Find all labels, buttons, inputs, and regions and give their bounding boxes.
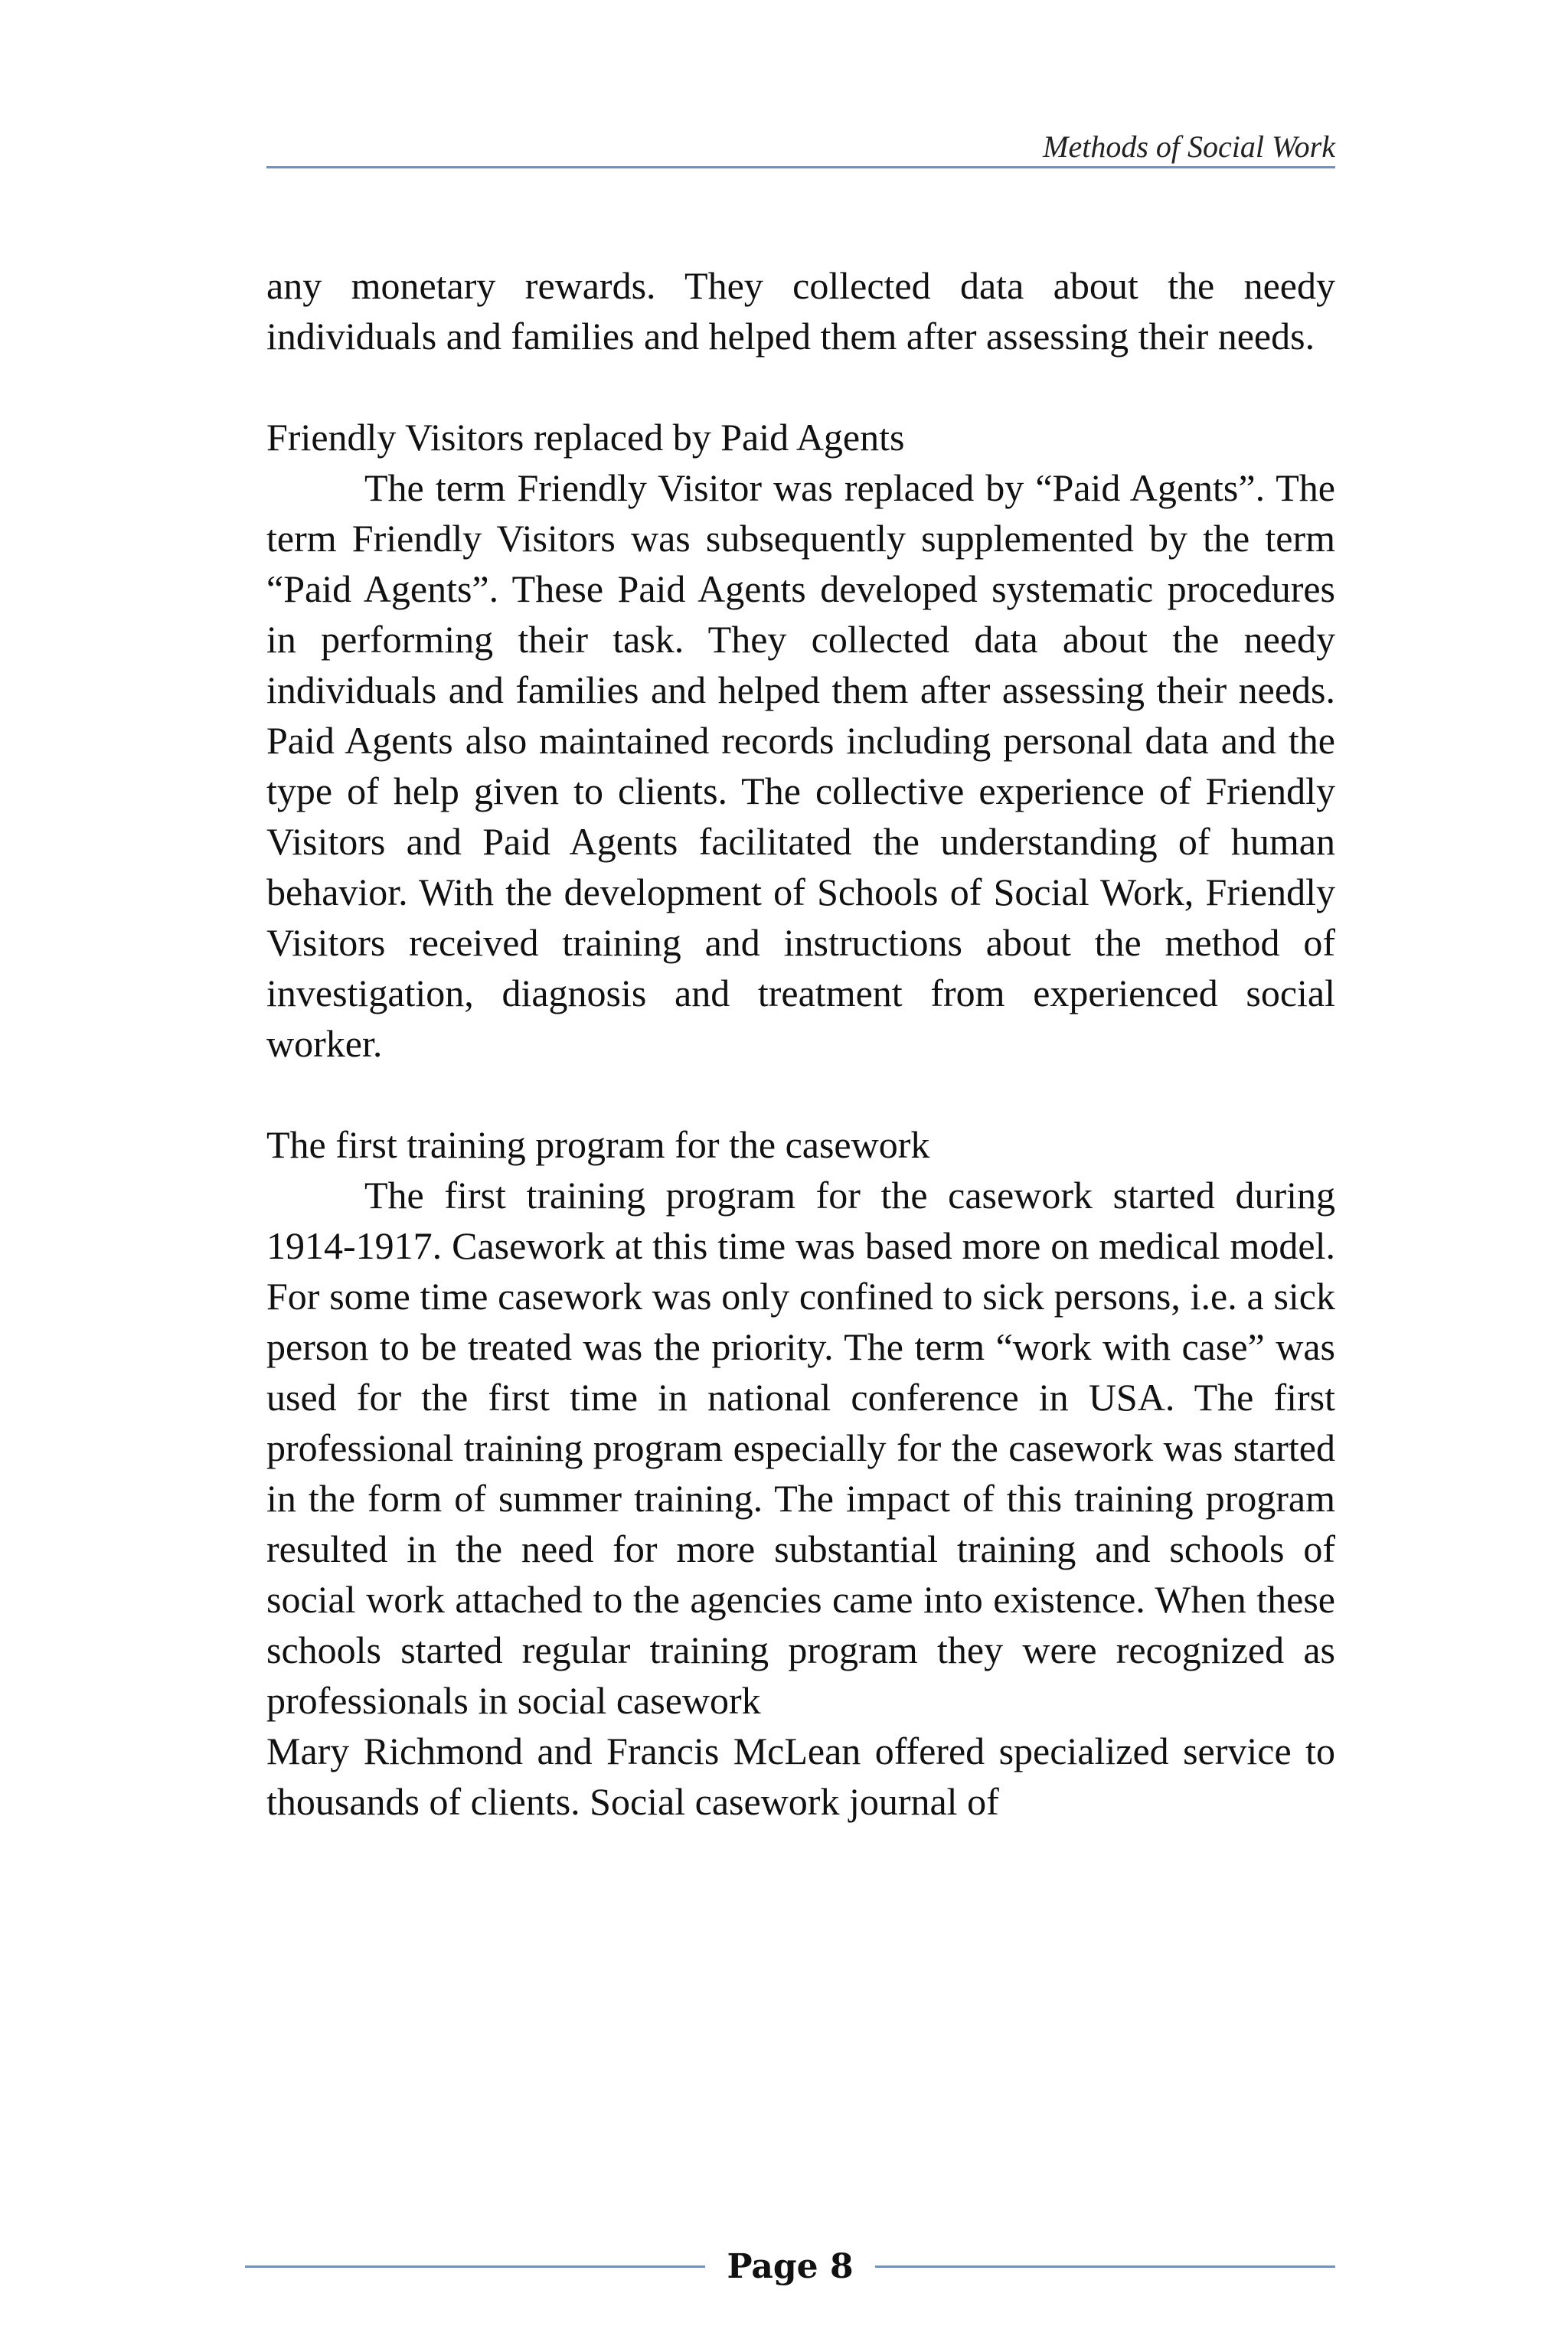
section-heading-first-training: The first training program for the casework [266,1123,930,1166]
body-paragraph-intro: any monetary rewards. They collected data about the needy individuals and families and helped them after assessing their needs. [266,264,1335,358]
body-paragraph-first-training: The first training program for the casework started during 1914-1917. Casework at this time was based more on medical model. For some time casework was only confined to sick persons, i.e. a sick person to be treated was the priority. The term “work with case” was used for the first time in national conference in USA. The first professional training program especially for the casework was started in the form of summer training. The impact of this training program resulted in the need for more substantial training and schools of social work attached to the agencies came into existence. When these schools started regular training program they were recognized as professionals in social casework [266,1174,1335,1722]
running-header [266,122,1335,168]
section-heading-paid-agents: Friendly Visitors replaced by Paid Agents [266,416,905,459]
header-rule [266,166,1335,168]
footer-rule-right [875,2265,1335,2268]
footer-rule-left [245,2265,705,2268]
page-number: Page 8 [727,2246,854,2286]
page-body [266,260,1335,1827]
body-paragraph-paid-agents: The term Friendly Visitor was replaced by “Paid Agents”. The term Friendly Visitors was subsequently supplemented by the term “Paid Agents”. These Paid Agents developed systematic procedures in performing their task. They collected data about the needy individuals and families and helped them after assessing their needs. Paid Agents also maintained records including personal data and the type of help given to clients. The collective experience of Friendly Visitors and Paid Agents facilitated the understanding of human behavior. With the development of Schools of Social Work, Friendly Visitors received training and instructions about the method of investigation, diagnosis and treatment from experienced social worker. [266,466,1335,1065]
running-header-title: Methods of Social Work [1043,129,1335,164]
body-paragraph-richmond: Mary Richmond and Francis McLean offered specialized service to thousands of clients. Social casework journal of [266,1730,1335,1823]
page-footer [245,2236,1335,2297]
